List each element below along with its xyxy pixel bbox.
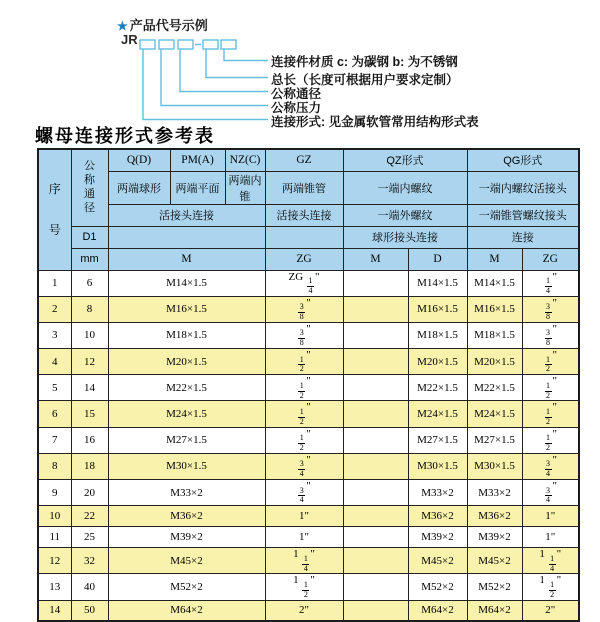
cell-qz_m	[343, 375, 408, 401]
header-qz-desc2: 一端外螺纹	[343, 204, 467, 226]
cell-qg_m: M24×1.5	[467, 401, 522, 427]
cell-qg_zg: $\frac{1}{2}$ "	[522, 427, 579, 453]
table-row	[38, 600, 579, 621]
header-qz-m-unit: M	[343, 248, 408, 270]
cell-m: M18×1.5	[108, 322, 265, 348]
cell-seq: 1	[38, 270, 71, 296]
header-nominal-diameter: 公称通径	[71, 149, 108, 226]
cell-qg_m: M30×1.5	[467, 453, 522, 479]
diagram-label-connection: 连接形式: 见金属软管常用结构形式表	[271, 115, 479, 129]
table-row	[38, 401, 579, 427]
table-row	[38, 270, 579, 296]
header-qg-code: QG形式	[467, 149, 579, 171]
cell-zg: $\frac{3}{4}$ "	[265, 453, 343, 479]
cell-qz_d: M20×1.5	[408, 349, 467, 375]
cell-dn: 10	[71, 322, 108, 348]
cell-dn: 32	[71, 548, 108, 574]
diagram-label-diameter: 公称通径	[271, 87, 322, 101]
header-qz-desc1: 一端内螺纹	[343, 171, 467, 204]
cell-m: M52×2	[108, 574, 265, 600]
cell-dn: 18	[71, 453, 108, 479]
cell-zg: 1"	[265, 506, 343, 527]
cell-m: M27×1.5	[108, 427, 265, 453]
cell-qz_m	[343, 401, 408, 427]
cell-zg: $\frac{3}{8}$ "	[265, 296, 343, 322]
cell-qz_m	[343, 270, 408, 296]
cell-qg_zg: 1 $\frac{1}{4}$ "	[522, 548, 579, 574]
header-qg-m-unit: M	[467, 248, 522, 270]
header-qz-code: QZ形式	[343, 149, 467, 171]
cell-seq: 12	[38, 548, 71, 574]
header-m-unit: M	[108, 248, 265, 270]
header-q-desc: 两端球形	[108, 171, 170, 204]
header-pm-code: PM(A)	[170, 149, 225, 171]
code-box-5	[221, 40, 236, 49]
cell-qz_d: M22×1.5	[408, 375, 467, 401]
nut-connection-table	[37, 148, 580, 622]
cell-dn: 15	[71, 401, 108, 427]
cell-m: M39×2	[108, 527, 265, 548]
cell-zg: 2"	[265, 600, 343, 621]
cell-qz_m	[343, 480, 408, 506]
header-seq: 序号	[38, 149, 71, 270]
cell-zg: $\frac{1}{2}$ "	[265, 375, 343, 401]
cell-seq: 2	[38, 296, 71, 322]
header-qg-desc1: 一端内螺纹活接头	[467, 171, 579, 204]
cell-qg_zg: $\frac{3}{4}$ "	[522, 453, 579, 479]
cell-qg_m: M52×2	[467, 574, 522, 600]
cell-seq: 3	[38, 322, 71, 348]
cell-qg_m: M14×1.5	[467, 270, 522, 296]
cell-qz_m	[343, 349, 408, 375]
cell-qg_zg: 1 $\frac{1}{2}$ "	[522, 574, 579, 600]
code-box-3	[178, 40, 193, 49]
cell-dn: 16	[71, 427, 108, 453]
header-qz-desc3: 球形接头连接	[343, 226, 467, 248]
header-qg-zg-unit: ZG	[522, 248, 579, 270]
cell-dn: 12	[71, 349, 108, 375]
cell-seq: 10	[38, 506, 71, 527]
cell-dn: 14	[71, 375, 108, 401]
cell-zg: 1 $\frac{1}{4}$ "	[265, 548, 343, 574]
cell-qg_m: M20×1.5	[467, 349, 522, 375]
table-row	[38, 427, 579, 453]
cell-seq: 11	[38, 527, 71, 548]
header-d1: D1	[71, 226, 108, 248]
cell-qg_m: M22×1.5	[467, 375, 522, 401]
cell-qg_zg: 1"	[522, 527, 579, 548]
cell-qg_m: M18×1.5	[467, 322, 522, 348]
cell-dn: 6	[71, 270, 108, 296]
cell-zg: $\frac{3}{4}$ "	[265, 480, 343, 506]
cell-qg_zg: $\frac{1}{2}$ "	[522, 349, 579, 375]
cell-seq: 8	[38, 453, 71, 479]
table-row	[38, 480, 579, 506]
cell-qz_d: M64×2	[408, 600, 467, 621]
cell-seq: 6	[38, 401, 71, 427]
cell-m: M16×1.5	[108, 296, 265, 322]
header-empty-2	[265, 226, 343, 248]
header-union-joint: 活接头连接	[108, 204, 265, 226]
header-qg-desc3: 连接	[467, 226, 579, 248]
cell-qg_m: M39×2	[467, 527, 522, 548]
cell-m: M45×2	[108, 548, 265, 574]
cell-qg_m: M36×2	[467, 506, 522, 527]
cell-qg_zg: $\frac{1}{2}$ "	[522, 375, 579, 401]
cell-qg_zg: $\frac{3}{8}$ "	[522, 296, 579, 322]
header-zg-unit: ZG	[265, 248, 343, 270]
diagram-label-pressure: 公称压力	[271, 101, 322, 115]
cell-qg_m: M16×1.5	[467, 296, 522, 322]
cell-qz_d: M33×2	[408, 480, 467, 506]
cell-qz_d: M39×2	[408, 527, 467, 548]
cell-m: M30×1.5	[108, 453, 265, 479]
cell-qg_zg: $\frac{3}{4}$ "	[522, 480, 579, 506]
header-qz-d-unit: D	[408, 248, 467, 270]
header-q-code: Q(D)	[108, 149, 170, 171]
cell-qz_d: M18×1.5	[408, 322, 467, 348]
cell-zg: $\frac{1}{2}$ "	[265, 427, 343, 453]
cell-dn: 25	[71, 527, 108, 548]
cell-seq: 5	[38, 375, 71, 401]
cell-dn: 50	[71, 600, 108, 621]
table-row	[38, 349, 579, 375]
cell-m: M20×1.5	[108, 349, 265, 375]
cell-qg_zg: 2"	[522, 600, 579, 621]
cell-qz_m	[343, 574, 408, 600]
cell-zg: 1"	[265, 527, 343, 548]
table-row	[38, 375, 579, 401]
cell-qz_m	[343, 506, 408, 527]
header-gz-code: GZ	[265, 149, 343, 171]
cell-dn: 20	[71, 480, 108, 506]
cell-qz_m	[343, 548, 408, 574]
cell-zg: ZG $\frac{1}{4}$ "	[265, 270, 343, 296]
leader-line-length	[206, 49, 268, 78]
cell-qg_zg: $\frac{1}{2}$ "	[522, 401, 579, 427]
cell-qz_d: M52×2	[408, 574, 467, 600]
star-icon: ★	[117, 19, 128, 33]
cell-qg_zg: $\frac{1}{4}$ "	[522, 270, 579, 296]
cell-m: M36×2	[108, 506, 265, 527]
table-row	[38, 527, 579, 548]
code-box-2	[159, 40, 174, 49]
cell-qz_d: M30×1.5	[408, 453, 467, 479]
cell-seq: 7	[38, 427, 71, 453]
table-header	[38, 149, 579, 270]
table-row	[38, 574, 579, 600]
cell-m: M22×1.5	[108, 375, 265, 401]
cell-seq: 9	[38, 480, 71, 506]
cell-qg_zg: 1"	[522, 506, 579, 527]
cell-qz_d: M45×2	[408, 548, 467, 574]
cell-seq: 4	[38, 349, 71, 375]
cell-m: M14×1.5	[108, 270, 265, 296]
header-empty-1	[108, 226, 265, 248]
cell-qz_m	[343, 600, 408, 621]
table-row	[38, 296, 579, 322]
cell-zg: 1 $\frac{1}{2}$ "	[265, 574, 343, 600]
table-title: 螺母连接形式参考表	[35, 126, 215, 147]
header-pm-desc: 两端平面	[170, 171, 225, 204]
header-gz-joint: 活接头连接	[265, 204, 343, 226]
cell-dn: 40	[71, 574, 108, 600]
cell-qz_m	[343, 453, 408, 479]
table-body	[38, 270, 579, 621]
leader-line-material	[224, 49, 268, 61]
header-gz-desc: 两端锥管	[265, 171, 343, 204]
cell-m: M33×2	[108, 480, 265, 506]
cell-seq: 13	[38, 574, 71, 600]
table-row	[38, 506, 579, 527]
header-qg-desc2: 一端锥管螺纹接头	[467, 204, 579, 226]
diagram-label-length: 总长（长度可根据用户要求定制）	[271, 73, 459, 87]
header-nz-code: NZ(C)	[225, 149, 265, 171]
cell-qz_m	[343, 527, 408, 548]
table-row	[38, 548, 579, 574]
cell-zg: $\frac{1}{2}$ "	[265, 349, 343, 375]
table-row	[38, 322, 579, 348]
cell-qz_m	[343, 322, 408, 348]
cell-qg_m: M45×2	[467, 548, 522, 574]
header-nz-desc: 两端内锥	[225, 171, 265, 204]
cell-qg_zg: $\frac{3}{8}$ "	[522, 322, 579, 348]
cell-qz_m	[343, 427, 408, 453]
cell-qg_m: M33×2	[467, 480, 522, 506]
code-prefix: JR	[121, 32, 138, 47]
cell-qz_d: M14×1.5	[408, 270, 467, 296]
header-unit-mm: mm	[71, 248, 108, 270]
cell-qz_d: M24×1.5	[408, 401, 467, 427]
cell-qz_d: M27×1.5	[408, 427, 467, 453]
diagram-heading-text: 产品代号示例	[129, 18, 208, 33]
cell-qz_m	[343, 296, 408, 322]
cell-seq: 14	[38, 600, 71, 621]
cell-m: M24×1.5	[108, 401, 265, 427]
code-box-1	[140, 40, 155, 49]
cell-qg_m: M27×1.5	[467, 427, 522, 453]
cell-zg: $\frac{3}{8}$ "	[265, 322, 343, 348]
cell-zg: $\frac{1}{2}$ "	[265, 401, 343, 427]
cell-dn: 22	[71, 506, 108, 527]
cell-qz_d: M36×2	[408, 506, 467, 527]
cell-dn: 8	[71, 296, 108, 322]
table-row	[38, 453, 579, 479]
diagram-label-material: 连接件材质 c: 为碳钢 b: 为不锈钢	[271, 55, 458, 69]
cell-m: M64×2	[108, 600, 265, 621]
cell-qz_d: M16×1.5	[408, 296, 467, 322]
cell-qg_m: M64×2	[467, 600, 522, 621]
code-box-4	[203, 40, 218, 49]
